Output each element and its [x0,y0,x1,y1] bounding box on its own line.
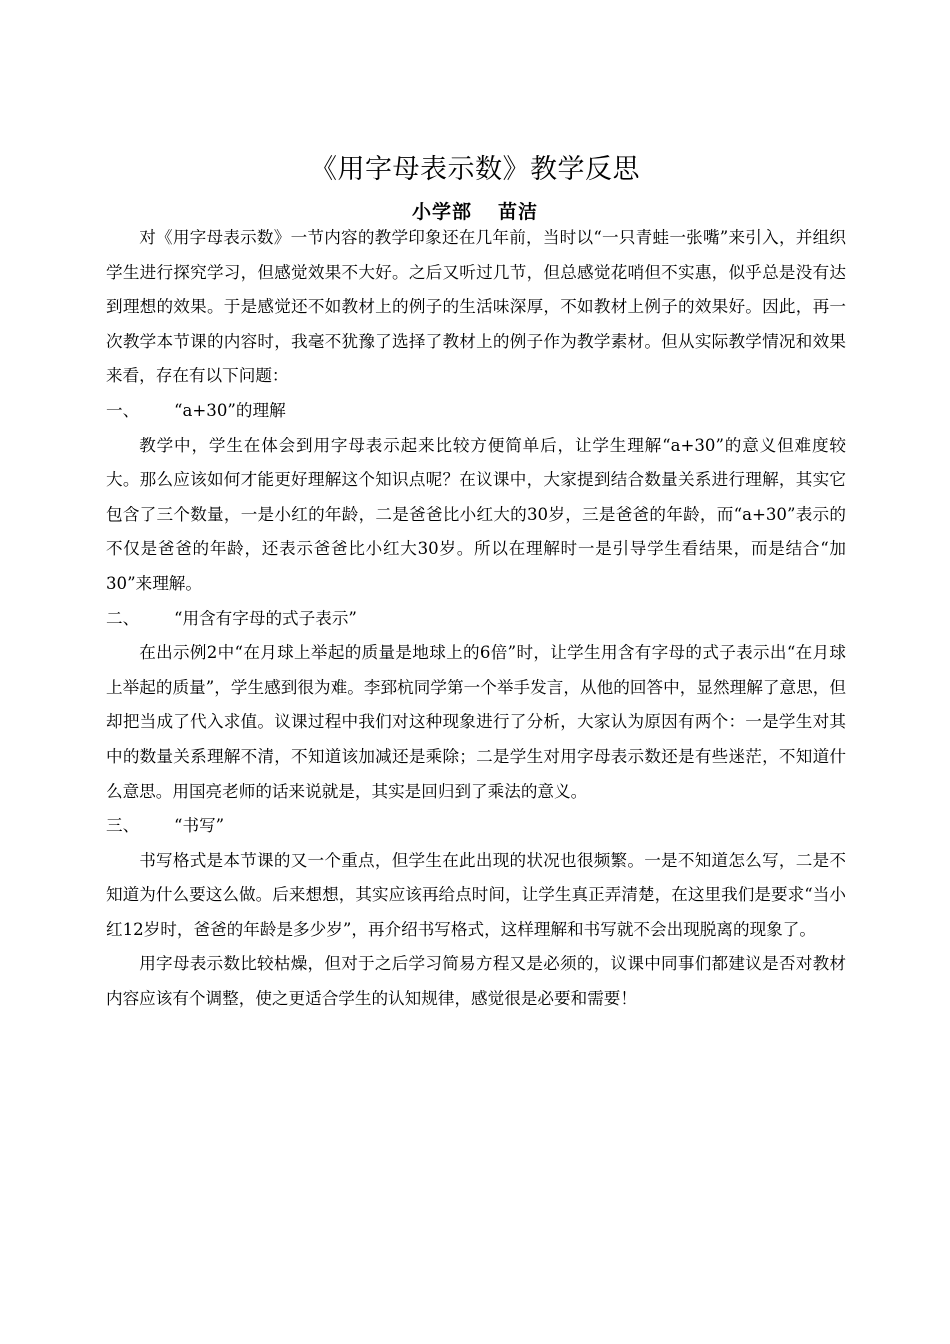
intro-paragraph: 对《用字母表示数》一节内容的教学印象还在几年前，当时以“一只青蛙一张嘴”来引入，并组织学生进行探究学习，但感觉效果不大好。之后又听过几节，但总感觉花哨但不实惠，似乎总是没有达到理想的效果。于是感觉还不如教材上的例子的生活味深厚，不如教材上例子的效果好。因此，再一次教学本节课的内容时，我毫不犹豫了选择了教材上的例子作为教学素材。但从实际教学情况和效果来看，存在有以下问题： [106,228,846,386]
section-heading-3 [106,809,846,844]
section-heading-text-1: “a+30”的理解 [174,400,286,420]
author-name: 苗洁 [498,201,539,223]
section-number-1: 一、 [106,400,140,420]
section-heading-text-3: “书写” [174,816,225,836]
section-number-2: 二、 [106,608,140,628]
section-heading-text-2: “用含有字母的式子表示” [174,608,357,628]
document-body [106,221,846,1017]
conclusion-paragraph: 用字母表示数比较枯燥，但对于之后学习简易方程又是必须的，议课中同事们都建议是否对教材内容应该有个调整，使之更适合学生的认知规律，感觉很是必要和需要！ [106,954,846,1009]
section-heading-1 [106,394,846,429]
document-title: 《用字母表示数》教学反思 [310,154,640,185]
author-department: 小学部 [411,201,472,223]
section-paragraph-2: 在出示例2中“在月球上举起的质量是地球上的6倍”时，让学生用含有字母的式子表示出“在月球 上举起的质量”，学生感到很为难。李郅杭同学第一个举手发言，从他的回答中，显然理解了意思，但却把当成了代入求值。议课过程中我们对这种现象进行了分析，大家认为原因有两个：一是学生对其中的数量关系理解不清，不知道该加减还是乘除；二是学生对用字母表示数还是有些迷茫，不知道什么意思。用国亮老师的话来说就是，其实是回归到了乘法的意义。 [106,643,846,801]
section-number-3: 三、 [106,816,140,836]
section-paragraph-3: 书写格式是本节课的又一个重点，但学生在此出现的状况也很频繁。一是不知道怎么写，二是不知道为什么要这么做。后来想想，其实应该再给点时间，让学生真正弄清楚，在这里我们是要求“当小红12岁时，爸爸的年龄是多少岁”，再介绍书写格式，这样理解和书写就不会出现脱离的现象了。 [106,850,846,939]
section-paragraph-1: 教学中，学生在体会到用字母表示起来比较方便简单后，让学生理解“a+30”的意义但难度较大。那么应该如何才能更好理解这个知识点呢？在议课中，大家提到结合数量关系进行理解，其实它包含了三个数量，一是小红的年龄，二是爸爸比小红大的30岁，三是爸爸的年龄，而“a+30”表示的不仅是爸爸的年龄，还表示爸爸比小红大30岁。所以在理解时一是引导学生看结果，而是结合“加30”来理解。 [106,435,846,593]
section-heading-2 [106,602,846,637]
